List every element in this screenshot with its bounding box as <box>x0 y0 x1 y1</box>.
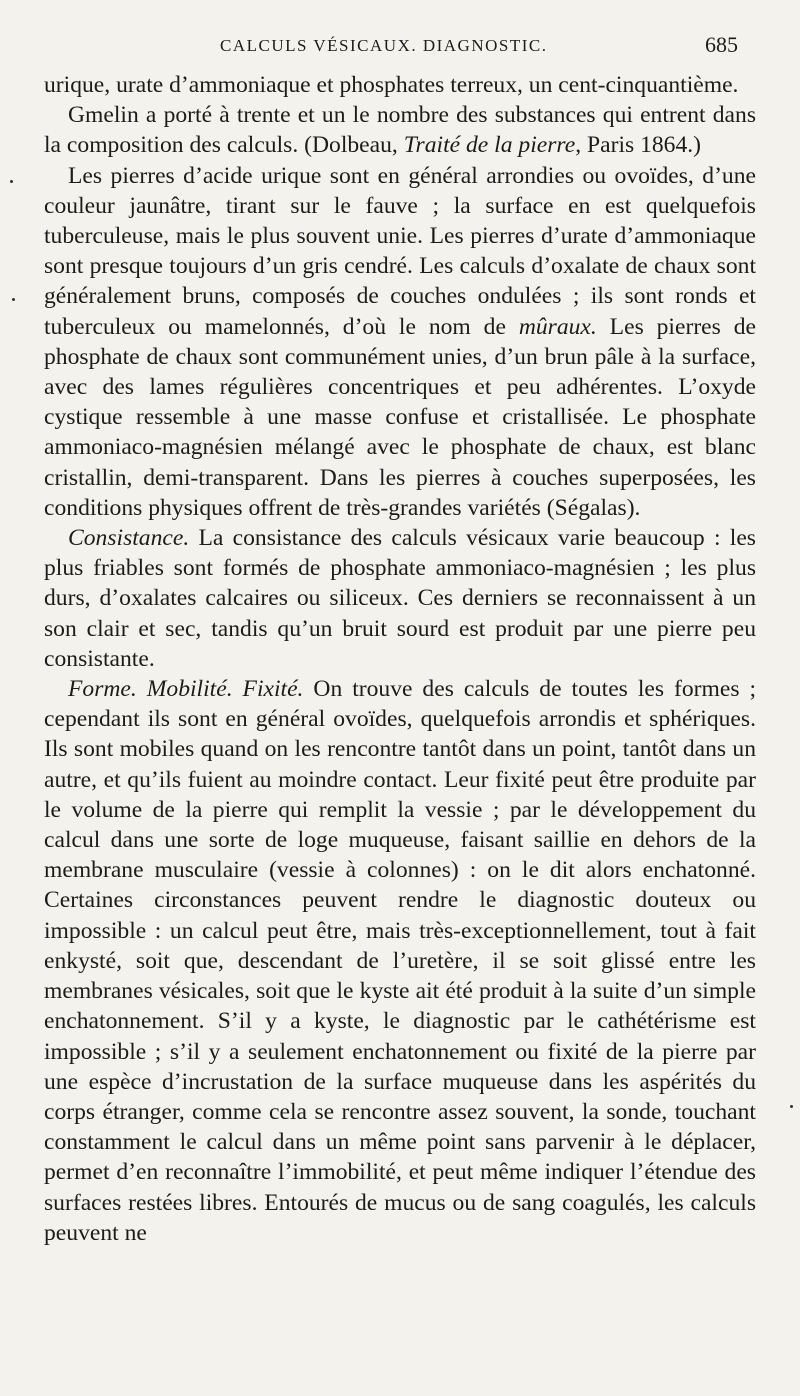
page-number: 685 <box>705 32 738 57</box>
text-run: La consistance des calculs vésicaux varie beaucoup : les plus friables sont formés de phosphate ammoniaco-magnésien ; les plus durs, d’oxalates calcaires ou siliceux. Ces derniers se reconnaissent à un son clair et sec, tandis qu’un bruit sourd est produit par une pierre peu consistante. <box>44 525 756 672</box>
paragraph <box>44 674 756 1248</box>
text-run: Les pierres de phosphate de chaux sont communément unies, d’un brun pâle à la surface, avec des lames régulières concentriques et peu adhérentes. L’oxyde cystique ressemble à une masse confuse et cristallisée. Le phosphate ammoniaco-magnésien mélangé avec le phosphate de chaux, est blanc cristallin, demi-transparent. Dans les pierres à couches superposées, les conditions physiques offrent de très-grandes variétés (Ségalas). <box>44 313 756 521</box>
text-run: , Paris 1864.) <box>575 132 702 159</box>
print-speck <box>790 1105 793 1108</box>
text-run: On trouve des calculs de toutes les formes ; cependant ils sont en général ovoïdes, quelquefois arrondis et sphériques. Ils sont mobiles quand on les rencontre tantôt dans un point, tantôt dans un autre, et qu’ils fuient au moindre contact. Leur fixité peut être produite par le volume de la pierre qui remplit la vessie ; par le développement du calcul dans une sorte de loge muqueuse, faisant saillie en dehors de la membrane musculaire (vessie à colonnes) : on le dit alors enchatonné. Certaines circonstances peuvent rendre le diagnostic douteux ou impossible : un calcul peut être, mais très-exceptionnellement, tout à fait enkysté, soit que, descendant de l’uretère, il se soit glissé entre les membranes vésicales, soit que le kyste ait été produit à la suite d’un simple enchatonnement. S’il y a kyste, le diagnostic par le cathétérisme est impossible ; s’il y a seulement enchatonnement ou fixité de la pierre par une espèce d’incrustation de la surface muqueuse dans les aspérités du corps étranger, comme cela se rencontre assez souvent, la sonde, touchant constamment le calcul dans un même point sans parvenir à le déplacer, permet d’en reconnaître l’immobilité, et peut même indiquer l’étendue des surfaces restées libres. Entourés de mucus ou de sang coagulés, les calculs peuvent ne <box>44 676 757 1246</box>
text-run: Les pierres d’acide urique sont en général arrondies ou ovoïdes, d’une couleur jaunâtre, tirant sur le fauve ; la surface en est quelquefois tuberculeuse, mais le plus souvent unie. Les pierres d’urate d’ammoniaque sont presque toujours d’un gris cendré. Les calculs d’oxalate de chaux sont généralement bruns, composés de couches ondulées ; ils sont ronds et tuberculeux ou mamelonnés, d’où le nom de <box>44 162 756 340</box>
paragraph <box>44 161 756 523</box>
paragraph <box>44 100 756 160</box>
running-title: CALCULS VÉSICAUX. DIAGNOSTIC. <box>220 36 548 55</box>
print-speck <box>12 298 15 301</box>
italic-text-run: Consistance. <box>68 525 190 552</box>
print-speck <box>10 180 13 183</box>
italic-text-run: mûraux. <box>518 313 597 340</box>
italic-text-run: Forme. Mobilité. Fixité. <box>68 676 304 703</box>
paragraph <box>44 523 756 674</box>
text-run: Gmelin a porté à trente et un le nombre des substances qui entrent dans la composition des calculs. (Dolbeau, <box>44 102 756 159</box>
page-header <box>60 32 740 62</box>
paragraph <box>44 70 756 100</box>
body-text <box>44 70 756 1248</box>
text-run: urique, urate d’ammoniaque et phosphates terreux, un cent-cinquantième. <box>44 72 739 98</box>
italic-text-run: Traité de la pierre <box>403 132 576 159</box>
